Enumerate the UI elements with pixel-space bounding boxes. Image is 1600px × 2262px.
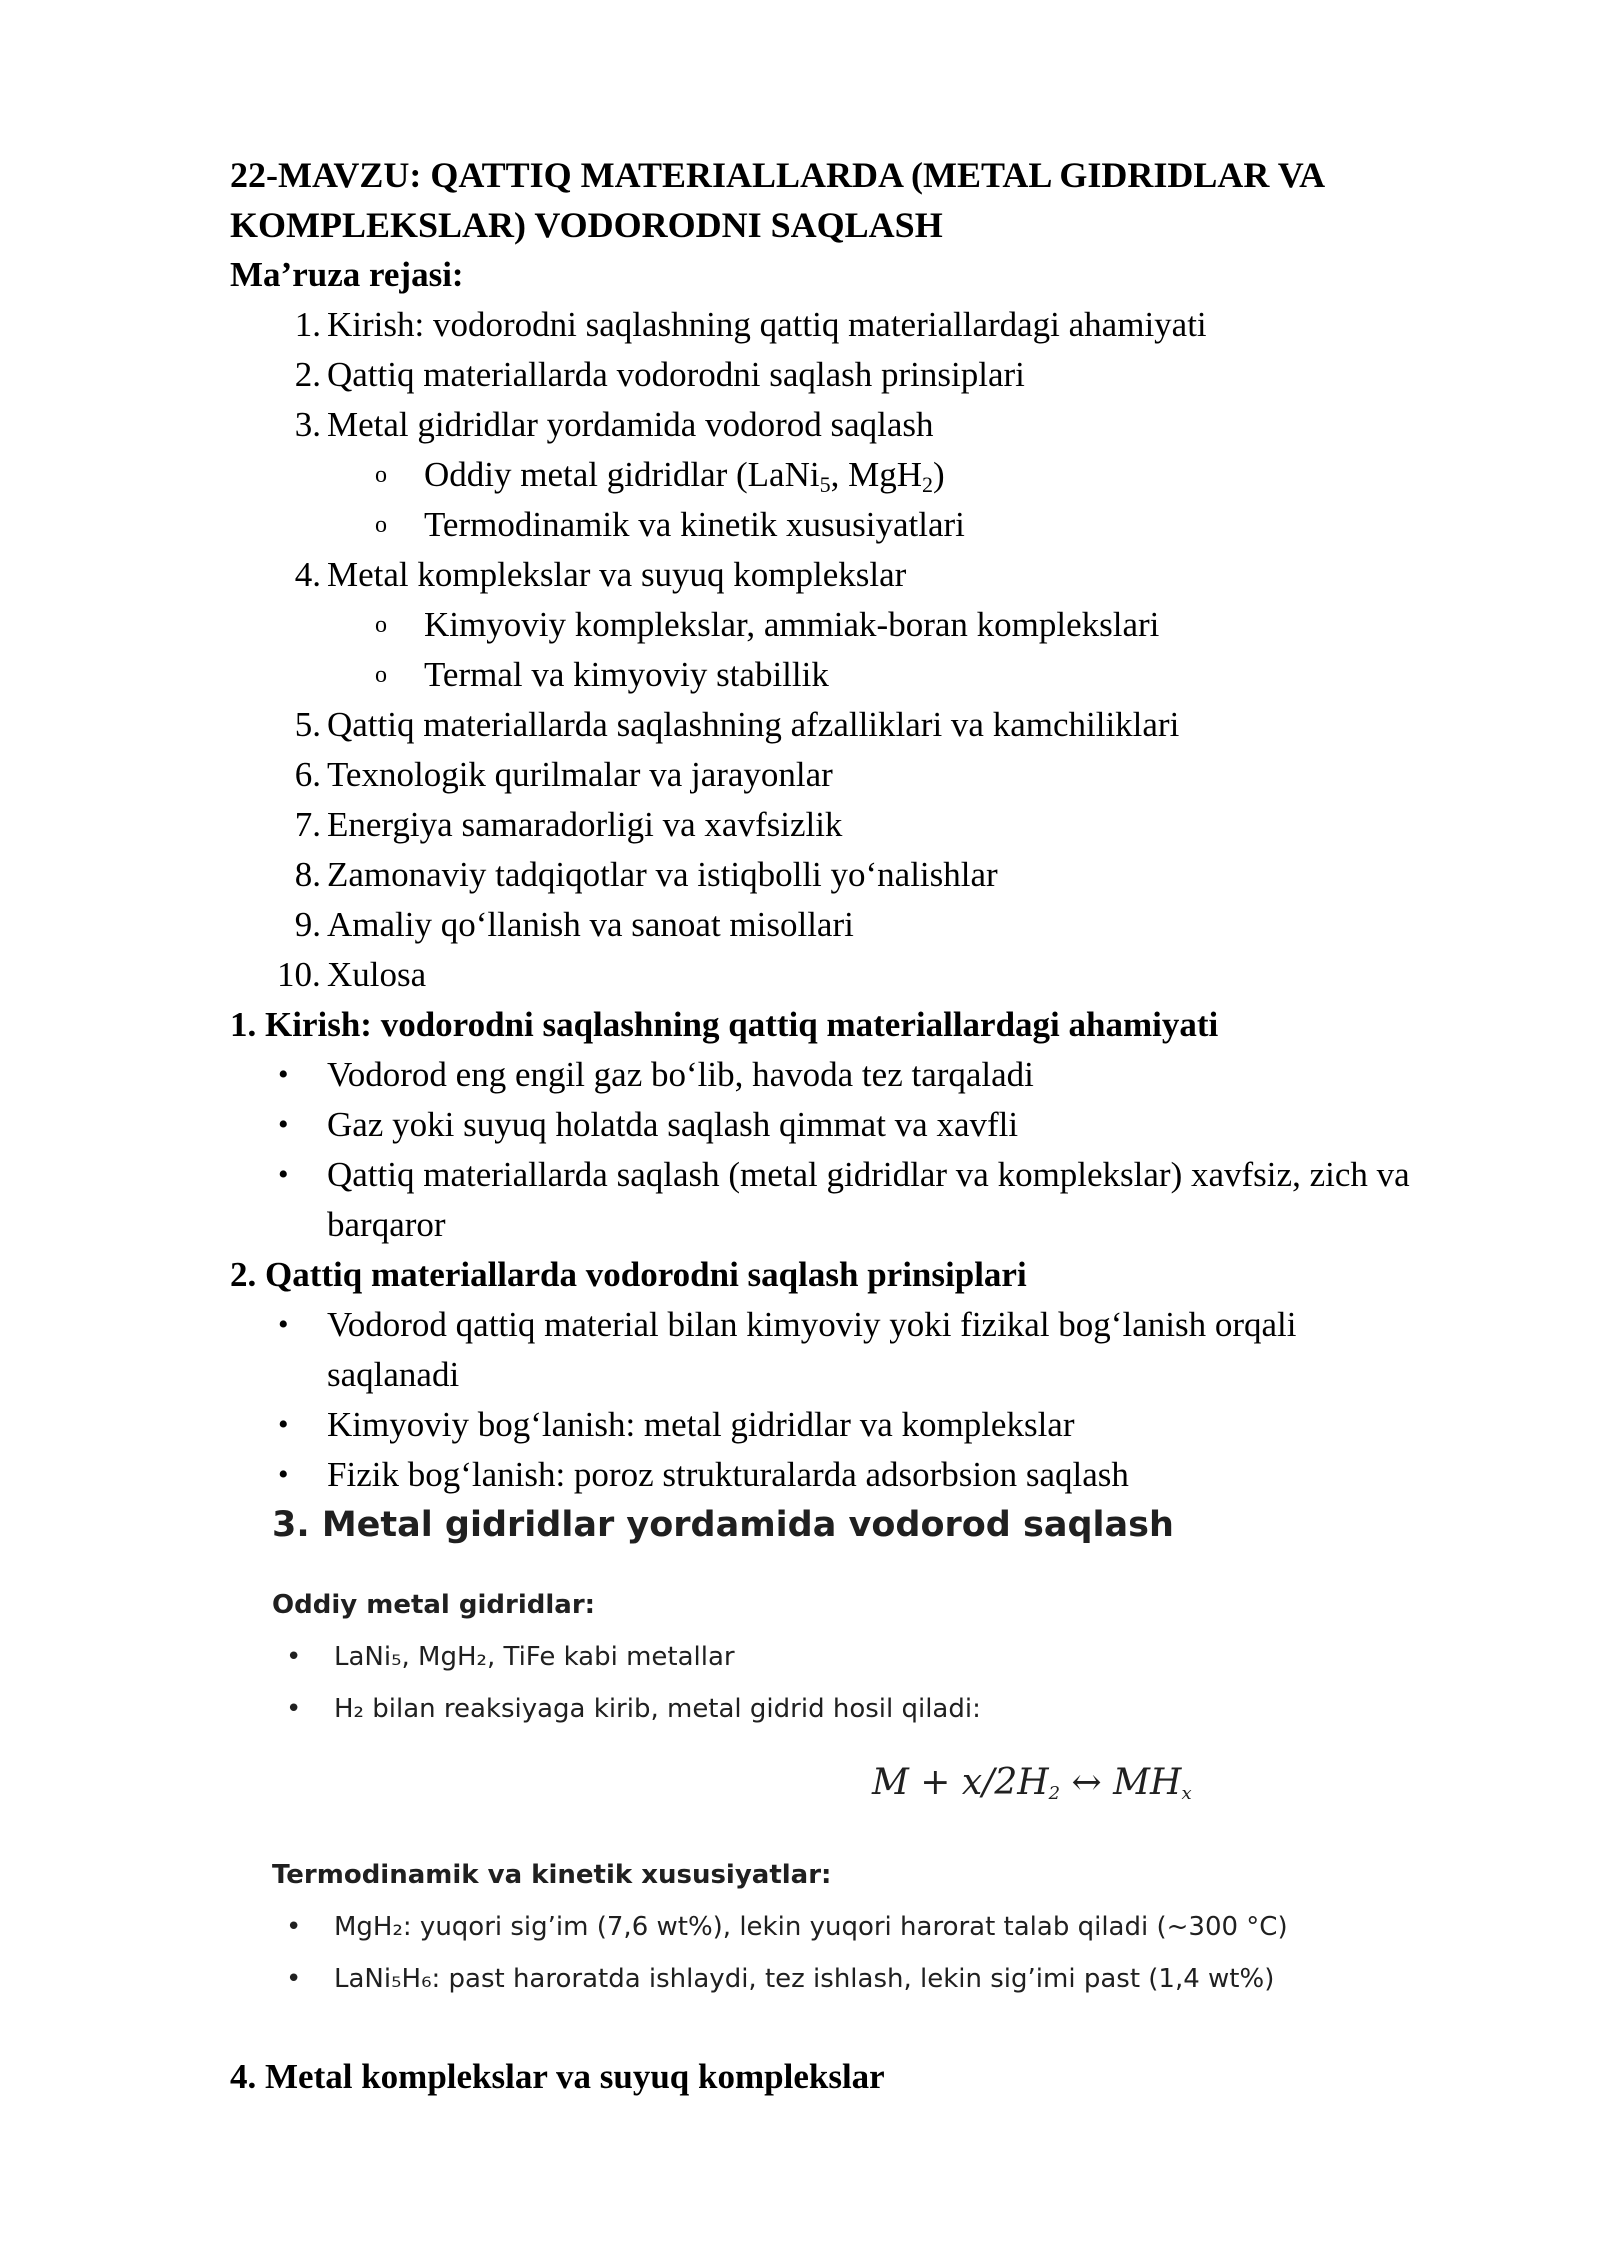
plan-item (230, 300, 1470, 350)
section-3-subheading-1: Oddiy metal gidridlar: (272, 1590, 596, 1620)
formula-subscript: x (1181, 1783, 1192, 1804)
section-2-heading: 2. Qattiq materiallarda vodorodni saqlash prinsiplari (230, 1255, 1027, 1294)
list-item-text: Kimyoviy bog‘lanish: metal gidridlar va komplekslar (327, 1405, 1075, 1444)
bullet-marker: • (286, 1964, 302, 1994)
document-title (230, 150, 1470, 250)
plan-item (230, 800, 1470, 850)
bullet-marker: • (278, 1108, 289, 1141)
plan-item (230, 750, 1470, 800)
plan-subitem-text (424, 455, 945, 497)
plan-item-text: Amaliy qo‘llanish va sanoat misollari (327, 905, 854, 944)
plan-item-number: 3. (294, 405, 321, 444)
reaction-formula (872, 1758, 1192, 1808)
plan-item-text: Energiya samaradorligi va xavfsizlik (327, 805, 843, 844)
list-item-text: MgH₂: yuqori sig’im (7,6 wt%), lekin yuqori harorat talab qiladi (~300 °C) (334, 1912, 1288, 1942)
list-item-text: Vodorod qattiq material bilan kimyoviy yoki fizikal bog‘lanish orqali saqlanadi (327, 1305, 1297, 1394)
bullet-marker: • (286, 1912, 302, 1942)
plan-item-text: Metal gidridlar yordamida vodorod saqlash (327, 405, 934, 444)
formula-arrow: ↔ (1060, 1762, 1114, 1803)
plan-item (230, 700, 1470, 750)
bullet-marker: • (278, 1058, 289, 1091)
subscript: 5 (819, 472, 831, 497)
plan-item-text: Qattiq materiallarda vodorodni saqlash prinsiplari (327, 355, 1025, 394)
title-line-2: KOMPLEKSLAR) VODORODNI SAQLASH (230, 205, 943, 245)
sub-marker: o (375, 462, 387, 488)
plan-item-text: Xulosa (327, 955, 427, 994)
bullet-marker: • (278, 1158, 289, 1191)
list-item-text: Fizik bog‘lanish: poroz strukturalarda adsorbsion saqlash (327, 1455, 1129, 1494)
plan-subitem (230, 600, 1470, 650)
plan-item-number: 1. (294, 305, 321, 344)
bullet-marker: • (278, 1458, 289, 1491)
bullet-marker: • (286, 1642, 302, 1672)
plan-item (230, 350, 1470, 400)
section-4-heading: 4. Metal komplekslar va suyuq komplekslar (230, 2057, 885, 2096)
text-part: ) (933, 455, 945, 494)
plan-item-number: 7. (294, 805, 321, 844)
plan-item-text: Zamonaviy tadqiqotlar va istiqbolli yo‘nalishlar (327, 855, 998, 894)
plan-subitem-text: Termodinamik va kinetik xususiyatlari (424, 505, 965, 544)
plan-item-number: 2. (294, 355, 321, 394)
plan-item (230, 950, 1470, 1000)
list-item-text: LaNi₅, MgH₂, TiFe kabi metallar (334, 1642, 735, 1672)
list-item-text: LaNi₅H₆: past haroratda ishlaydi, tez ishlash, lekin sig’imi past (1,4 wt%) (334, 1964, 1275, 1994)
plan-item-text: Qattiq materiallarda saqlashning afzalliklari va kamchiliklari (327, 705, 1180, 744)
plan-subitem (230, 450, 1470, 500)
plan-heading: Ma’ruza rejasi: (230, 255, 464, 294)
list-item (230, 1400, 1470, 1450)
list-item (230, 1100, 1470, 1150)
plan-item-number: 8. (294, 855, 321, 894)
formula-subscript: 2 (1048, 1783, 1061, 1804)
list-item (230, 1050, 1470, 1100)
list-item-text: Qattiq materiallarda saqlash (metal gidridlar va komplekslar) xavfsiz, zich va barqaror (327, 1155, 1410, 1244)
plan-subitem-text: Kimyoviy komplekslar, ammiak-boran komplekslari (424, 605, 1160, 644)
plan-item-number: 5. (294, 705, 321, 744)
text-part: Oddiy metal gidridlar (LaNi (424, 455, 820, 494)
plan-item (230, 850, 1470, 900)
plan-item (230, 550, 1470, 600)
plan-item-text: Metal komplekslar va suyuq komplekslar (327, 555, 907, 594)
formula-part: M + x/2H (872, 1762, 1049, 1803)
list-item-text: H₂ bilan reaksiyaga kirib, metal gidrid hosil qiladi: (334, 1694, 981, 1724)
sub-marker: o (375, 612, 387, 638)
plan-item-number: 10. (277, 955, 321, 994)
plan-item-text: Texnologik qurilmalar va jarayonlar (327, 755, 833, 794)
list-item-text: Gaz yoki suyuq holatda saqlash qimmat va xavfli (327, 1105, 1019, 1144)
list-item (230, 1150, 1470, 1250)
plan-item (230, 400, 1470, 450)
sub-marker: o (375, 662, 387, 688)
plan-subitem (230, 650, 1470, 700)
list-item-text: Vodorod eng engil gaz bo‘lib, havoda tez tarqaladi (327, 1055, 1034, 1094)
subscript: 2 (922, 472, 933, 497)
bullet-marker: • (286, 1694, 302, 1724)
section-3-subheading-2: Termodinamik va kinetik xususiyatlar: (272, 1860, 832, 1890)
list-item (230, 1300, 1470, 1400)
list-item (230, 1450, 1470, 1500)
document-content (230, 150, 1470, 1500)
plan-item-text: Kirish: vodorodni saqlashning qattiq materiallardagi ahamiyati (327, 305, 1207, 344)
plan-subitem-text: Termal va kimyoviy stabillik (424, 655, 829, 694)
section-1-heading: 1. Kirish: vodorodni saqlashning qattiq materiallardagi ahamiyati (230, 1005, 1219, 1044)
bullet-marker: • (278, 1308, 289, 1341)
text-part: , MgH (830, 455, 922, 494)
plan-item (230, 900, 1470, 950)
sub-marker: o (375, 512, 387, 538)
plan-item-number: 9. (294, 905, 321, 944)
title-line-1: 22-MAVZU: QATTIQ MATERIALLARDA (METAL GIDRIDLAR VA (230, 155, 1326, 195)
section-3-heading: 3. Metal gidridlar yordamida vodorod saqlash (272, 1505, 1174, 1545)
plan-item-number: 6. (294, 755, 321, 794)
formula-part: MH (1113, 1762, 1182, 1803)
plan-item-number: 4. (294, 555, 321, 594)
bullet-marker: • (278, 1408, 289, 1441)
plan-subitem (230, 500, 1470, 550)
